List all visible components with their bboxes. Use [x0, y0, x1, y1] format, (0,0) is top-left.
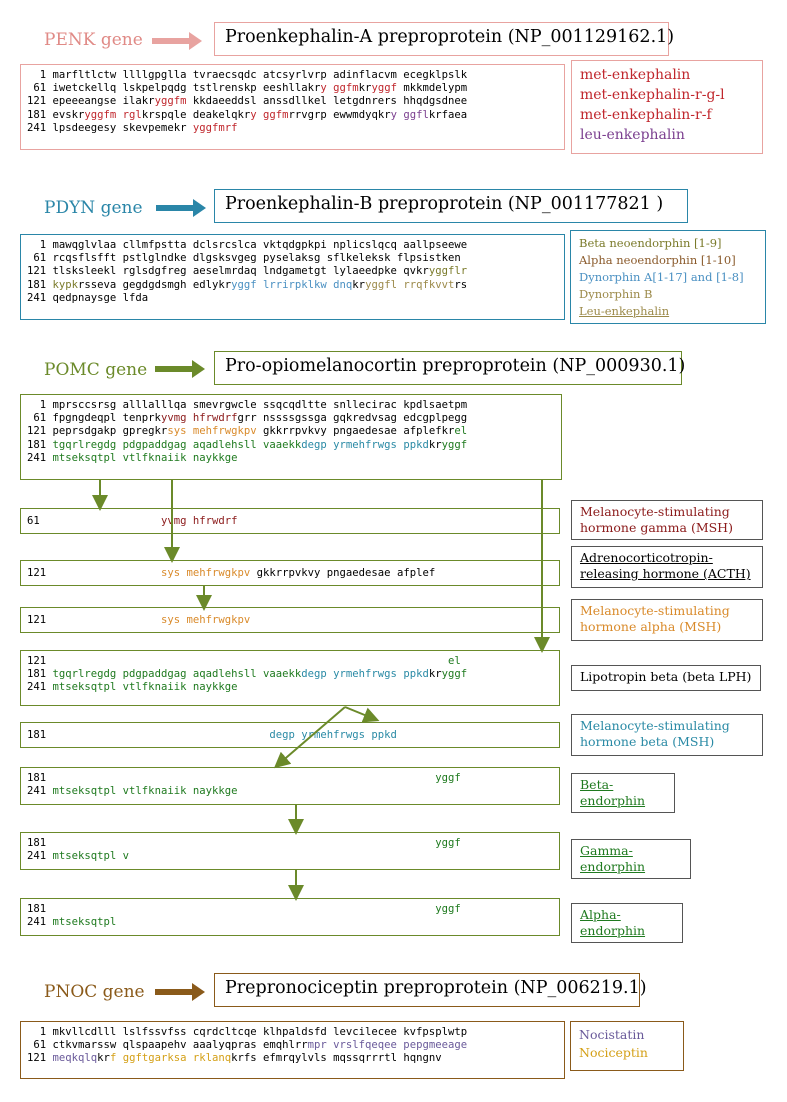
penk-line-1: 61 iwetckellq lskpelpqdg tstlrenskp eeshllakry ggfmkryggf mkkmdelypm [27, 82, 468, 95]
pomc-row-1-line-0: 121 sys mehfrwgkpv gkkrrpvkvy pngaedesae afplef [27, 567, 436, 579]
pomc-line-4: 241 mtseksqtpl vtlfknaiik naykkge [27, 451, 238, 464]
penk-line-3: 181 evskryggfm rglkrspqle deakelqkry ggfmrrvgrp ewwmdyqkry ggflkrfaea [27, 108, 468, 121]
pdyn-line-3: 181 kypkrsseva gegdgdsmgh edlykryggf lrrirpklkw dnqkryggfl rrqfkvvtrs [27, 278, 468, 291]
penk-line-0: 1 marfltlctw llllgpglla tvraecsqdc atcsyrlvrp adinflacvm ecegklpslk [27, 69, 468, 81]
pnoc-line-1: 61 ctkvmarssw qlspaapehv aaalyqpras emqhlrrmpr vrslfqeqee pepgmeeage [27, 1039, 468, 1052]
pnoc-protein-box: Prepronociceptin preproprotein (NP_006219.1) [214, 973, 640, 1007]
pdyn-line-1: 61 rcqsflsfft pstlglndke dlgsksvgeg pysela​ksg sflkeleksk flpsistken [27, 252, 461, 265]
pomc-peptide-label: Melanocyte-stimulating hormone beta (MSH) [571, 714, 763, 756]
legend-item: Nocistatin [579, 1027, 645, 1042]
pomc-peptide-label: Melanocyte-stimulating hormone gamma (MSH) [571, 500, 763, 540]
pnoc-line-0: 1 mkvllcdlll lslfssvfss cqrdcltcqe klhpaldsfd levcilecee kvfpsplwtp [27, 1026, 468, 1038]
pdyn-line-2: 121 tlsksleekl rglsdgfreg aeselmrdaq lndgametgt lylaeedpke qvkryggflr [27, 265, 468, 278]
pnoc-gene-label: PNOC gene [44, 982, 145, 1002]
pomc-row-3-line-0: 121 el [27, 655, 461, 667]
pomc-line-2: 121 peprsdgakp gpregkrsys mehfrwgkpv gkkrrpvkvy pngaedesae afplefkrel [27, 425, 468, 438]
penk-line-4: 241 lpsdeegesy skevpemekr yggfmrf [27, 121, 238, 134]
pomc-protein-box: Pro-opiomelanocortin preproprotein (NP_000930.1) [214, 351, 682, 385]
penk-protein-box: Proenkephalin-A preproprotein (NP_001129162.1) [214, 22, 669, 56]
legend-item: Leu-enkephalin [579, 304, 670, 318]
pomc-row-0-line-0: 61 yvmg hfrwdrf [27, 515, 238, 527]
pomc-peptide-label: Adrenocorticotropin-releasing hormone (ACTH) [571, 546, 763, 588]
pomc-peptide-label: Alpha-endorphin [571, 903, 683, 943]
pomc-line-1: 61 fpgngdeqpl tenprkyvmg hfrwdrfgrr nssssgssga gqkredvsag edcgplpegg [27, 412, 468, 425]
pomc-peptide-label: Gamma-endorphin [571, 839, 691, 879]
legend-item: Dynorphin A[1-17] and [1-8] [579, 270, 744, 284]
pomc-peptide-label: Lipotropin beta (beta LPH) [571, 665, 761, 691]
legend-item: leu-enkephalin [580, 127, 685, 143]
pomc-row-6-line-0: 181 yggf [27, 837, 461, 849]
legend-item: Beta neoendorphin [1-9] [579, 236, 722, 250]
pomc-row-3-line-1: 181 tgqrlregdg pdgpaddgag aqadlehsll vaaekkdegp yrmehfrwgs ppkdkryggf [27, 668, 468, 681]
pomc-row-7-line-1: 241 mtseksqtpl [27, 916, 117, 929]
pomc-row-7-line-0: 181 yggf [27, 903, 461, 915]
pdyn-gene-label: PDYN gene [44, 198, 143, 218]
penk-line-2: 121 epeeeangse ilakryggfm kkdaeeddsl anssdllkel letgdnrers hhqdgsdnee [27, 95, 468, 108]
pomc-line-0: 1 mprsccsrsg alllalllqa smevrgwcle ssqcqdltte snllecirac kpdlsaetpm [27, 399, 468, 411]
pnoc-line-2: 121 meqkqlqkrf ggftgarksa rklanqkrfs efmrqylvls mqssqrrrtl hqngnv [27, 1052, 442, 1065]
pomc-row-5-line-0: 181 yggf [27, 772, 461, 784]
legend-item: Nociceptin [579, 1045, 648, 1060]
pomc-row-3-line-2: 241 mtseksqtpl vtlfknaiik naykkge [27, 681, 238, 694]
pomc-row-4-line-0: 181 degp yrmehfrwgs ppkd [27, 729, 397, 741]
pomc-row-6-line-1: 241 mtseksqtpl v [27, 850, 130, 863]
legend-item: Dynorphin B [579, 287, 653, 301]
pomc-gene-label: POMC gene [44, 360, 148, 380]
legend-item: met-enkephalin-r-g-l [580, 87, 725, 103]
pomc-peptide-label: Melanocyte-stimulating hormone alpha (MSH) [571, 599, 763, 641]
pomc-row-2-line-0: 121 sys mehfrwgkpv [27, 614, 251, 626]
pdyn-protein-box: Proenkephalin-B preproprotein (NP_001177821 ) [214, 189, 688, 223]
legend-item: met-enkephalin-r-f [580, 107, 712, 123]
penk-gene-label: PENK gene [44, 30, 143, 50]
legend-item: met-enkephalin [580, 67, 691, 83]
pdyn-line-4: 241 qedpnaysge lfda [27, 291, 149, 304]
pomc-line-3: 181 tgqrlregdg pdgpaddgag aqadlehsll vaaekkdegp yrmehfrwgs ppkdkryggf [27, 438, 468, 451]
pomc-peptide-label: Beta-endorphin [571, 773, 675, 813]
pomc-row-5-line-1: 241 mtseksqtpl vtlfknaiik naykkge [27, 785, 238, 798]
legend-item: Alpha neoendorphin [1-10] [579, 253, 736, 267]
pdyn-line-0: 1 mawqglvlaa cllmfpstta dclsrcslca vktqdgpkpi nplicslqcq aallpseewe [27, 239, 468, 251]
